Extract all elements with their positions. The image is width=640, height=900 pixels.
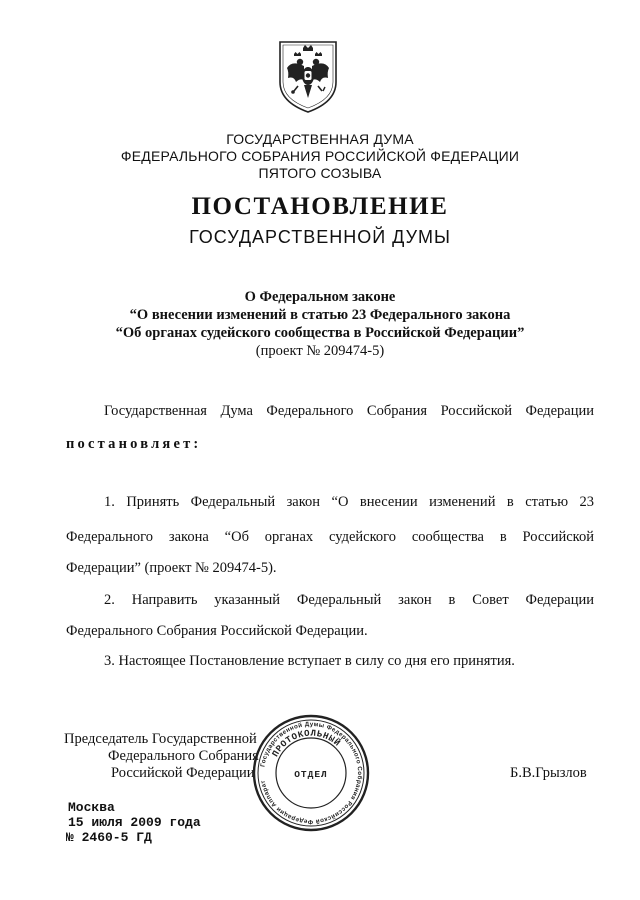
signatory-name: Б.В.Грызлов bbox=[510, 765, 587, 781]
signatory-title-line-1: Председатель Государственной bbox=[64, 731, 257, 747]
signatory-title-line-2: Федерального Собрания bbox=[108, 748, 259, 764]
item-1-line-2: Федерального закона “Об органах судейского сообщества в Российской bbox=[66, 529, 594, 545]
document-title: ПОСТАНОВЛЕНИЕ bbox=[191, 193, 449, 220]
item-2-line-1: 2. Направить указанный Федеральный закон в Совет Федерации bbox=[104, 592, 594, 608]
header-line-2: ФЕДЕРАЛЬНОГО СОБРАНИЯ РОССИЙСКОЙ ФЕДЕРАЦИИ bbox=[120, 148, 520, 164]
item-2-line-2: Федерального Собрания Российской Федерации. bbox=[66, 623, 368, 639]
signatory-title-line-3: Российской Федерации bbox=[111, 765, 255, 781]
footer-number: № 2460-5 ГД bbox=[66, 830, 152, 845]
item-3: 3. Настоящее Постановление вступает в силу со дня его принятия. bbox=[104, 653, 515, 669]
item-1-line-3: Федерации” (проект № 209474-5). bbox=[66, 560, 277, 576]
header-line-1: ГОСУДАРСТВЕННАЯ ДУМА bbox=[226, 131, 414, 147]
stamp-ring-text: Государственной Думы Федерального Собрания Российской Федерации Аппарат bbox=[259, 720, 364, 826]
stamp-ring-title: ПРОТОКОЛЬНЫЙ bbox=[270, 728, 343, 759]
document-subtitle: ГОСУДАРСТВЕННОЙ ДУМЫ bbox=[189, 227, 451, 247]
footer-city: Москва bbox=[68, 800, 115, 815]
header-line-3: ПЯТОГО СОЗЫВА bbox=[258, 165, 382, 181]
stamp-center-text: ОТДЕЛ bbox=[294, 769, 328, 780]
subject-line-3: “Об органах судейского сообщества в Российской Федерации” bbox=[115, 325, 525, 341]
subject-line-1: О Федеральном законе bbox=[244, 289, 396, 305]
coat-of-arms-icon bbox=[276, 38, 340, 114]
intro-paragraph: Государственная Дума Федерального Собрания Российской Федерации bbox=[104, 403, 594, 419]
item-1-line-1: 1. Принять Федеральный закон “О внесении изменений в статью 23 bbox=[104, 494, 594, 510]
decree-word: постановляет: bbox=[66, 436, 202, 452]
subject-project-number: (проект № 209474-5) bbox=[255, 343, 385, 359]
footer-date: 15 июля 2009 года bbox=[68, 815, 201, 830]
official-stamp bbox=[251, 713, 371, 833]
subject-line-2: “О внесении изменений в статью 23 Федерального закона bbox=[129, 307, 511, 323]
